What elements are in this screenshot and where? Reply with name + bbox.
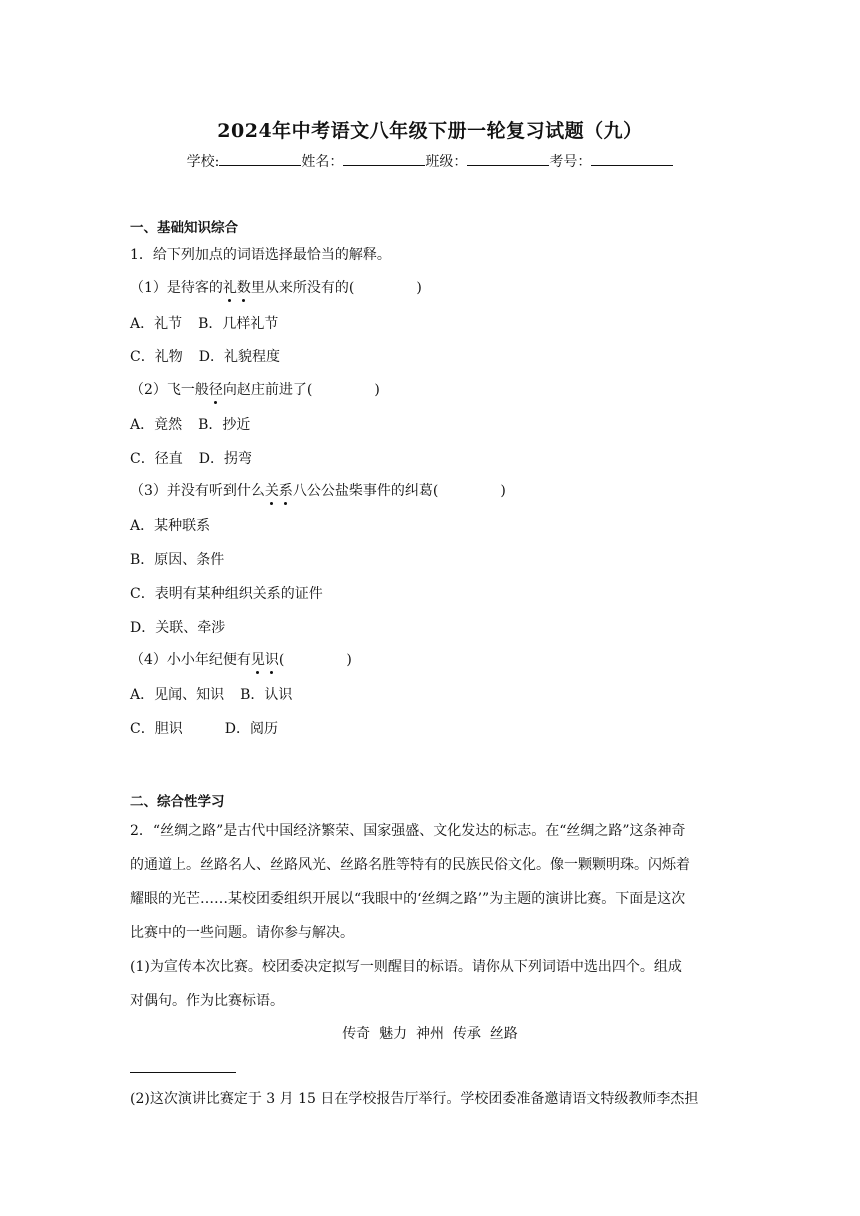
exam-no-blank xyxy=(591,151,673,166)
class-blank xyxy=(467,151,549,166)
paren-close: ) xyxy=(416,280,422,296)
sub-question xyxy=(130,650,352,670)
sub-question xyxy=(130,481,506,501)
option: D．拐弯 xyxy=(198,451,252,467)
option: C．径直 xyxy=(130,451,183,467)
dotted-word xyxy=(209,382,223,398)
name-label: 姓名： xyxy=(301,154,344,170)
option-row xyxy=(130,685,292,705)
option: D．关联、牵涉 xyxy=(130,620,226,636)
option: A．礼节 xyxy=(130,316,183,332)
word-bank: 传奇 魅力 神州 传承 丝路 xyxy=(342,1026,518,1042)
sub-question xyxy=(130,380,380,400)
option-row xyxy=(130,415,250,435)
passage-line: 的通道上。丝路名人、丝路风光、丝路名胜等特有的民族民俗文化。像一颗颗明珠。闪烁着 xyxy=(130,857,690,873)
option-row xyxy=(130,449,252,469)
option-row xyxy=(130,314,278,334)
option: A．竟然 xyxy=(130,417,183,433)
paren-close: ) xyxy=(346,652,352,668)
option: B．几样礼节 xyxy=(198,316,279,332)
sub-question-text: （4）小小年纪便有 xyxy=(130,652,251,668)
class-label: 班级： xyxy=(425,154,468,170)
section-heading: 一、基础知识综合 xyxy=(130,220,238,236)
dotted-char: 数 xyxy=(236,280,251,296)
option-row xyxy=(130,347,280,367)
passage-line: 对偶句。作为比赛标语。 xyxy=(130,993,284,1009)
sub-question-text: 里从来所没有的( xyxy=(250,280,355,296)
passage-line: 2．“丝绸之路”是古代中国经济繁荣、国家强盛、文化发达的标志。在“丝绸之路”这条神奇 xyxy=(130,823,686,839)
question-stem: 1．给下列加点的词语选择最恰当的解释。 xyxy=(130,247,391,263)
dotted-char: 关 xyxy=(264,483,279,499)
option-row xyxy=(130,719,278,739)
student-info-line xyxy=(0,151,860,171)
option: A．某种联系 xyxy=(130,518,211,534)
sub-question-text: （1）是待客的 xyxy=(130,280,223,296)
option: A．见闻、知识 xyxy=(130,687,225,703)
option: C．表明有某种组织关系的证件 xyxy=(130,586,323,602)
option: C．胆识 xyxy=(130,721,183,737)
paren-close: ) xyxy=(500,483,506,499)
option: B．抄近 xyxy=(198,417,251,433)
answer-line xyxy=(130,1072,236,1073)
paren-close: ) xyxy=(374,382,380,398)
section-heading: 二、综合性学习 xyxy=(130,794,225,810)
exam-no-label: 考号： xyxy=(549,154,592,170)
dotted-char: 系 xyxy=(278,483,293,499)
option: B．认识 xyxy=(240,687,293,703)
option: B．原因、条件 xyxy=(130,552,225,568)
passage-line: 耀眼的光芒……某校团委组织开展以“我眼中的‘丝绸之路’”为主题的演讲比赛。下面是这次 xyxy=(130,891,686,907)
option: D．礼貌程度 xyxy=(198,349,280,365)
school-label: 学校: xyxy=(186,154,220,170)
sub-question-text: ( xyxy=(278,652,285,668)
sub-question-text: 向赵庄前进了( xyxy=(222,382,313,398)
sub-question-text: （3）并没有听到什么 xyxy=(130,483,265,499)
dotted-word xyxy=(251,652,279,668)
passage-line: 比赛中的一些问题。请你参与解决。 xyxy=(130,925,354,941)
sub-question xyxy=(130,278,422,298)
sub-question-text: （2）飞一般 xyxy=(130,382,209,398)
page-title: 2024年中考语文八年级下册一轮复习试题（九） xyxy=(217,120,643,142)
dotted-char: 识 xyxy=(264,652,279,668)
name-blank xyxy=(343,151,425,166)
sub-question-text: 八公公盐柴事件的纠葛( xyxy=(292,483,439,499)
sub-question: (2)这次演讲比赛定于 3 月 15 日在学校报告厅举行。学校团委准备邀请语文特级教师李杰担 xyxy=(130,1091,699,1107)
dotted-word xyxy=(223,280,251,296)
school-blank xyxy=(219,151,301,166)
dotted-char: 礼 xyxy=(222,280,237,296)
option: D．阅历 xyxy=(224,721,278,737)
dotted-char: 径 xyxy=(208,382,223,398)
question-passage xyxy=(130,814,730,1018)
passage-line: (1)为宣传本次比赛。校团委决定拟写一则醒目的标语。请你从下列词语中选出四个。组成 xyxy=(130,959,682,975)
dotted-word xyxy=(265,483,293,499)
dotted-char: 见 xyxy=(250,652,265,668)
option: C．礼物 xyxy=(130,349,183,365)
